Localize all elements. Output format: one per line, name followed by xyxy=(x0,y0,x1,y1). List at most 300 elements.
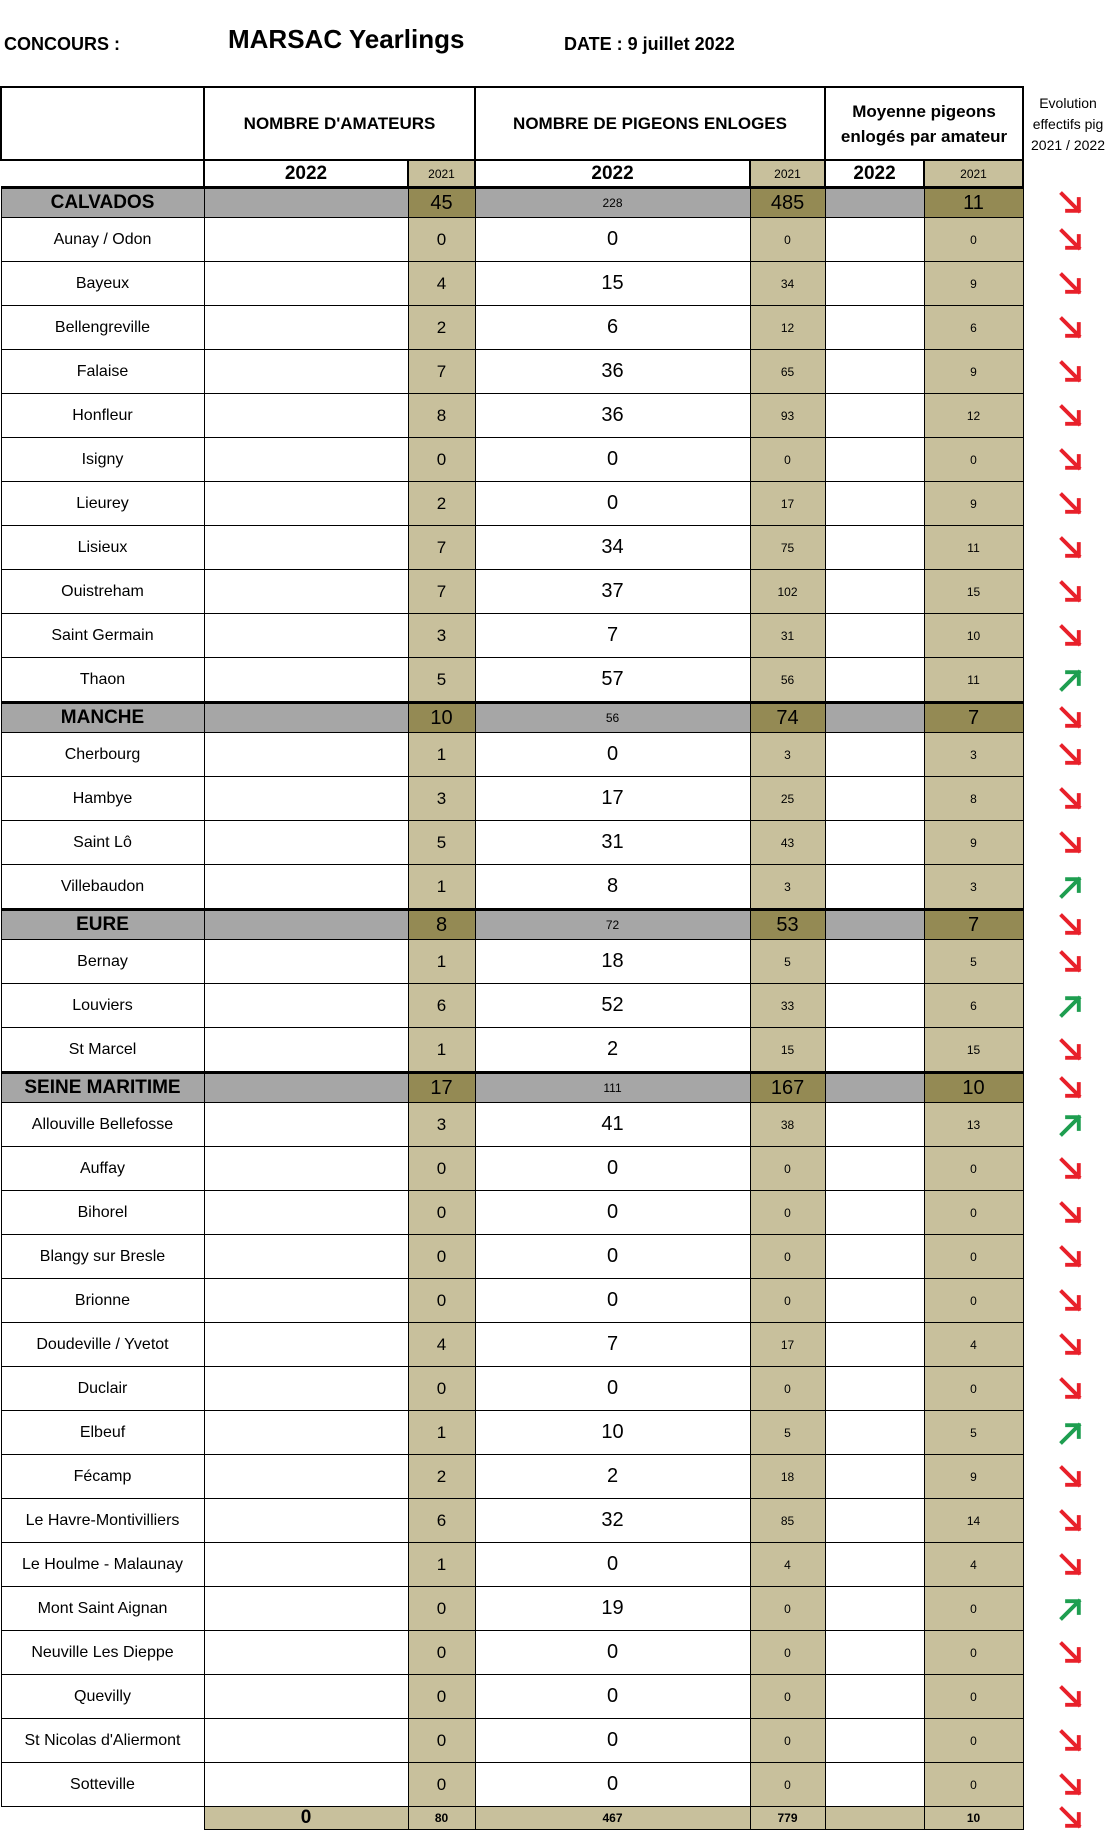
club-name: Saint Germain xyxy=(1,614,204,658)
club-amateurs-2021: 0 xyxy=(408,1675,475,1719)
club-pigeons-2022: 57 xyxy=(475,658,750,703)
trend-down-arrow-icon xyxy=(1058,1805,1084,1831)
table-row xyxy=(1,526,1023,570)
region-row xyxy=(1,1073,1023,1103)
trend-down-arrow-icon xyxy=(1058,1200,1084,1226)
club-average-2021: 6 xyxy=(924,306,1023,350)
club-average-2021: 11 xyxy=(924,658,1023,703)
region-average-2021: 10 xyxy=(924,1073,1023,1103)
average-header-line: Moyenne pigeons xyxy=(852,101,996,121)
club-amateurs-2021: 6 xyxy=(408,1499,475,1543)
club-average-2021: 0 xyxy=(924,1279,1023,1323)
club-amateurs-2021: 3 xyxy=(408,614,475,658)
club-name: Le Havre-Montivilliers xyxy=(1,1499,204,1543)
club-name: Cherbourg xyxy=(1,733,204,777)
club-average-2021: 9 xyxy=(924,482,1023,526)
club-amateurs-2022 xyxy=(204,1587,408,1631)
club-name: Lieurey xyxy=(1,482,204,526)
year-header-row xyxy=(1,160,1023,188)
total-pigeons-2021: 779 xyxy=(750,1807,825,1830)
club-pigeons-2021: 0 xyxy=(750,1587,825,1631)
table-row xyxy=(1,614,1023,658)
club-amateurs-2022 xyxy=(204,1543,408,1587)
club-amateurs-2022 xyxy=(204,570,408,614)
club-average-2022 xyxy=(825,526,924,570)
club-average-2021: 0 xyxy=(924,1675,1023,1719)
trend-down-arrow-icon xyxy=(1058,190,1084,216)
club-pigeons-2022: 18 xyxy=(475,940,750,984)
results-table xyxy=(0,86,1024,1830)
club-name: Quevilly xyxy=(1,1675,204,1719)
club-pigeons-2022: 2 xyxy=(475,1455,750,1499)
club-average-2021: 0 xyxy=(924,1631,1023,1675)
table-row xyxy=(1,1455,1023,1499)
club-amateurs-2021: 2 xyxy=(408,1455,475,1499)
region-average-2022 xyxy=(825,703,924,733)
club-pigeons-2021: 5 xyxy=(750,1411,825,1455)
region-amateurs-2021: 8 xyxy=(408,910,475,940)
trend-up-arrow-icon xyxy=(1058,1112,1084,1138)
table-row xyxy=(1,1279,1023,1323)
club-amateurs-2021: 8 xyxy=(408,394,475,438)
club-amateurs-2022 xyxy=(204,821,408,865)
table-row xyxy=(1,394,1023,438)
club-average-2022 xyxy=(825,940,924,984)
region-average-2021: 7 xyxy=(924,910,1023,940)
club-average-2022 xyxy=(825,1719,924,1763)
club-average-2021: 15 xyxy=(924,570,1023,614)
club-average-2021: 0 xyxy=(924,1147,1023,1191)
table-row xyxy=(1,940,1023,984)
club-average-2022 xyxy=(825,658,924,703)
table-row xyxy=(1,1499,1023,1543)
club-amateurs-2022 xyxy=(204,1763,408,1807)
blank-header-cell xyxy=(1,87,204,160)
table-row xyxy=(1,1411,1023,1455)
trend-down-arrow-icon xyxy=(1058,315,1084,341)
club-pigeons-2021: 56 xyxy=(750,658,825,703)
amateurs-header: NOMBRE D'AMATEURS xyxy=(204,87,475,160)
club-amateurs-2021: 1 xyxy=(408,1028,475,1073)
region-amateurs-2021: 45 xyxy=(408,188,475,218)
club-amateurs-2022 xyxy=(204,777,408,821)
table-row xyxy=(1,1631,1023,1675)
trend-down-arrow-icon xyxy=(1058,1376,1084,1402)
total-amateurs-2022: 0 xyxy=(204,1807,408,1830)
trend-down-arrow-icon xyxy=(1058,1075,1084,1101)
club-name: Allouville Bellefosse xyxy=(1,1103,204,1147)
club-name: Duclair xyxy=(1,1367,204,1411)
club-pigeons-2021: 0 xyxy=(750,1719,825,1763)
region-pigeons-2022: 228 xyxy=(475,188,750,218)
club-average-2022 xyxy=(825,1103,924,1147)
club-amateurs-2022 xyxy=(204,614,408,658)
club-pigeons-2022: 31 xyxy=(475,821,750,865)
club-average-2021: 0 xyxy=(924,1191,1023,1235)
pigeons-header: NOMBRE DE PIGEONS ENLOGES xyxy=(475,87,825,160)
club-amateurs-2021: 1 xyxy=(408,1543,475,1587)
club-name: Hambye xyxy=(1,777,204,821)
club-average-2022 xyxy=(825,350,924,394)
club-average-2021: 0 xyxy=(924,1367,1023,1411)
club-pigeons-2021: 33 xyxy=(750,984,825,1028)
club-amateurs-2021: 0 xyxy=(408,1587,475,1631)
region-pigeons-2021: 53 xyxy=(750,910,825,940)
club-amateurs-2021: 0 xyxy=(408,1279,475,1323)
club-amateurs-2021: 6 xyxy=(408,984,475,1028)
trend-down-arrow-icon xyxy=(1058,1772,1084,1798)
club-average-2022 xyxy=(825,1191,924,1235)
club-pigeons-2021: 0 xyxy=(750,1675,825,1719)
club-amateurs-2022 xyxy=(204,1103,408,1147)
year-2021-pigeons: 2021 xyxy=(750,160,825,188)
club-name: Doudeville / Yvetot xyxy=(1,1323,204,1367)
club-average-2021: 10 xyxy=(924,614,1023,658)
trend-up-arrow-icon xyxy=(1058,993,1084,1019)
table-row xyxy=(1,306,1023,350)
club-pigeons-2022: 7 xyxy=(475,1323,750,1367)
club-average-2022 xyxy=(825,1763,924,1807)
trend-down-arrow-icon xyxy=(1058,1037,1084,1063)
trend-down-arrow-icon xyxy=(1058,1156,1084,1182)
club-name: Saint Lô xyxy=(1,821,204,865)
table-row xyxy=(1,865,1023,910)
region-row xyxy=(1,703,1023,733)
club-name: Mont Saint Aignan xyxy=(1,1587,204,1631)
club-average-2022 xyxy=(825,865,924,910)
region-pigeons-2021: 167 xyxy=(750,1073,825,1103)
trend-down-arrow-icon xyxy=(1058,447,1084,473)
year-2022-pigeons: 2022 xyxy=(475,160,750,188)
club-average-2021: 4 xyxy=(924,1323,1023,1367)
club-amateurs-2022 xyxy=(204,482,408,526)
club-name: Falaise xyxy=(1,350,204,394)
club-amateurs-2021: 0 xyxy=(408,1763,475,1807)
club-name: St Marcel xyxy=(1,1028,204,1073)
year-2022-average: 2022 xyxy=(825,160,924,188)
region-pigeons-2021: 74 xyxy=(750,703,825,733)
trend-up-arrow-icon xyxy=(1058,667,1084,693)
club-amateurs-2022 xyxy=(204,1455,408,1499)
club-average-2022 xyxy=(825,1631,924,1675)
club-pigeons-2021: 18 xyxy=(750,1455,825,1499)
club-pigeons-2021: 0 xyxy=(750,1235,825,1279)
club-average-2022 xyxy=(825,218,924,262)
club-average-2022 xyxy=(825,1367,924,1411)
club-average-2022 xyxy=(825,570,924,614)
club-pigeons-2022: 17 xyxy=(475,777,750,821)
club-pigeons-2022: 0 xyxy=(475,1763,750,1807)
club-amateurs-2021: 7 xyxy=(408,526,475,570)
club-amateurs-2021: 4 xyxy=(408,1323,475,1367)
evolution-header-line: Evolution xyxy=(1039,95,1097,111)
club-name: Thaon xyxy=(1,658,204,703)
table-row xyxy=(1,1675,1023,1719)
club-pigeons-2022: 10 xyxy=(475,1411,750,1455)
club-pigeons-2021: 0 xyxy=(750,218,825,262)
trend-down-arrow-icon xyxy=(1058,786,1084,812)
club-average-2021: 3 xyxy=(924,733,1023,777)
club-name: Elbeuf xyxy=(1,1411,204,1455)
club-average-2021: 13 xyxy=(924,1103,1023,1147)
club-average-2022 xyxy=(825,821,924,865)
trend-up-arrow-icon xyxy=(1058,1420,1084,1446)
region-average-2022 xyxy=(825,1073,924,1103)
trend-down-arrow-icon xyxy=(1058,1552,1084,1578)
trend-down-arrow-icon xyxy=(1058,271,1084,297)
club-pigeons-2021: 102 xyxy=(750,570,825,614)
club-amateurs-2021: 0 xyxy=(408,218,475,262)
total-amateurs-2021: 80 xyxy=(408,1807,475,1830)
club-amateurs-2021: 7 xyxy=(408,350,475,394)
club-pigeons-2021: 65 xyxy=(750,350,825,394)
club-amateurs-2022 xyxy=(204,658,408,703)
club-pigeons-2022: 0 xyxy=(475,1191,750,1235)
trend-down-arrow-icon xyxy=(1058,1728,1084,1754)
club-pigeons-2022: 0 xyxy=(475,1279,750,1323)
region-name: CALVADOS xyxy=(1,188,204,218)
club-pigeons-2021: 0 xyxy=(750,1631,825,1675)
region-average-2021: 7 xyxy=(924,703,1023,733)
club-amateurs-2021: 2 xyxy=(408,482,475,526)
column-header-row xyxy=(1,87,1023,160)
club-pigeons-2021: 93 xyxy=(750,394,825,438)
club-pigeons-2021: 0 xyxy=(750,1191,825,1235)
club-average-2021: 0 xyxy=(924,1235,1023,1279)
club-average-2022 xyxy=(825,1455,924,1499)
club-name: Louviers xyxy=(1,984,204,1028)
club-average-2022 xyxy=(825,1147,924,1191)
table-row xyxy=(1,570,1023,614)
club-pigeons-2022: 0 xyxy=(475,1367,750,1411)
club-amateurs-2021: 0 xyxy=(408,1191,475,1235)
trend-down-arrow-icon xyxy=(1058,579,1084,605)
club-amateurs-2022 xyxy=(204,526,408,570)
club-amateurs-2021: 1 xyxy=(408,865,475,910)
club-name: Lisieux xyxy=(1,526,204,570)
club-pigeons-2021: 17 xyxy=(750,482,825,526)
club-amateurs-2022 xyxy=(204,1323,408,1367)
average-header-line: enlogés par amateur xyxy=(840,126,1008,146)
club-name: Fécamp xyxy=(1,1455,204,1499)
club-amateurs-2022 xyxy=(204,1499,408,1543)
club-amateurs-2022 xyxy=(204,733,408,777)
table-row xyxy=(1,1191,1023,1235)
club-amateurs-2022 xyxy=(204,1279,408,1323)
club-pigeons-2022: 36 xyxy=(475,350,750,394)
club-average-2022 xyxy=(825,1235,924,1279)
table-row xyxy=(1,1103,1023,1147)
trend-down-arrow-icon xyxy=(1058,359,1084,385)
trend-down-arrow-icon xyxy=(1058,830,1084,856)
trend-down-arrow-icon xyxy=(1058,1508,1084,1534)
club-pigeons-2022: 0 xyxy=(475,482,750,526)
region-name: SEINE MARITIME xyxy=(1,1073,204,1103)
club-average-2022 xyxy=(825,262,924,306)
club-pigeons-2022: 0 xyxy=(475,218,750,262)
region-amateurs-2022 xyxy=(204,910,408,940)
club-average-2021: 4 xyxy=(924,1543,1023,1587)
club-average-2021: 11 xyxy=(924,526,1023,570)
club-pigeons-2022: 0 xyxy=(475,1719,750,1763)
club-pigeons-2022: 0 xyxy=(475,1543,750,1587)
region-average-2022 xyxy=(825,910,924,940)
club-pigeons-2022: 37 xyxy=(475,570,750,614)
trend-down-arrow-icon xyxy=(1058,1288,1084,1314)
club-amateurs-2021: 2 xyxy=(408,306,475,350)
club-pigeons-2022: 0 xyxy=(475,438,750,482)
trend-up-arrow-icon xyxy=(1058,874,1084,900)
club-average-2022 xyxy=(825,733,924,777)
club-pigeons-2021: 0 xyxy=(750,438,825,482)
club-pigeons-2021: 5 xyxy=(750,940,825,984)
club-pigeons-2021: 25 xyxy=(750,777,825,821)
club-amateurs-2022 xyxy=(204,865,408,910)
club-average-2021: 12 xyxy=(924,394,1023,438)
club-pigeons-2021: 0 xyxy=(750,1367,825,1411)
trend-down-arrow-icon xyxy=(1058,1684,1084,1710)
club-pigeons-2022: 8 xyxy=(475,865,750,910)
trend-down-arrow-icon xyxy=(1058,1332,1084,1358)
club-amateurs-2022 xyxy=(204,306,408,350)
club-average-2022 xyxy=(825,1543,924,1587)
club-name: Auffay xyxy=(1,1147,204,1191)
club-amateurs-2021: 3 xyxy=(408,777,475,821)
trend-down-arrow-icon xyxy=(1058,949,1084,975)
club-amateurs-2022 xyxy=(204,1631,408,1675)
club-average-2021: 15 xyxy=(924,1028,1023,1073)
club-average-2022 xyxy=(825,1411,924,1455)
total-average-2022 xyxy=(825,1807,924,1830)
club-average-2021: 0 xyxy=(924,1719,1023,1763)
contest-name: MARSAC Yearlings xyxy=(228,24,465,54)
club-pigeons-2021: 0 xyxy=(750,1147,825,1191)
club-pigeons-2021: 3 xyxy=(750,865,825,910)
club-amateurs-2021: 0 xyxy=(408,1367,475,1411)
club-amateurs-2021: 0 xyxy=(408,1147,475,1191)
club-pigeons-2022: 2 xyxy=(475,1028,750,1073)
club-average-2022 xyxy=(825,984,924,1028)
club-name: Honfleur xyxy=(1,394,204,438)
club-amateurs-2022 xyxy=(204,438,408,482)
table-row xyxy=(1,658,1023,703)
concours-label: CONCOURS : xyxy=(4,34,120,54)
club-average-2021: 8 xyxy=(924,777,1023,821)
club-pigeons-2022: 32 xyxy=(475,1499,750,1543)
club-pigeons-2022: 52 xyxy=(475,984,750,1028)
region-amateurs-2021: 10 xyxy=(408,703,475,733)
club-pigeons-2021: 31 xyxy=(750,614,825,658)
table-row xyxy=(1,821,1023,865)
table-row xyxy=(1,1543,1023,1587)
club-amateurs-2021: 7 xyxy=(408,570,475,614)
club-average-2022 xyxy=(825,1587,924,1631)
club-average-2021: 14 xyxy=(924,1499,1023,1543)
club-name: Brionne xyxy=(1,1279,204,1323)
evolution-header xyxy=(1026,93,1110,156)
club-amateurs-2022 xyxy=(204,218,408,262)
table-row xyxy=(1,1587,1023,1631)
table-row xyxy=(1,1028,1023,1073)
trend-down-arrow-icon xyxy=(1058,535,1084,561)
club-pigeons-2022: 41 xyxy=(475,1103,750,1147)
club-pigeons-2022: 36 xyxy=(475,394,750,438)
club-name: Bernay xyxy=(1,940,204,984)
club-pigeons-2021: 4 xyxy=(750,1543,825,1587)
club-name: Aunay / Odon xyxy=(1,218,204,262)
region-name: MANCHE xyxy=(1,703,204,733)
club-amateurs-2022 xyxy=(204,262,408,306)
club-pigeons-2021: 75 xyxy=(750,526,825,570)
club-name: Blangy sur Bresle xyxy=(1,1235,204,1279)
club-average-2022 xyxy=(825,394,924,438)
totals-row xyxy=(1,1807,1023,1830)
trend-down-arrow-icon xyxy=(1058,491,1084,517)
totals-blank xyxy=(1,1807,204,1830)
club-pigeons-2022: 0 xyxy=(475,1631,750,1675)
trend-down-arrow-icon xyxy=(1058,403,1084,429)
club-average-2021: 5 xyxy=(924,1411,1023,1455)
total-pigeons-2022: 467 xyxy=(475,1807,750,1830)
year-2021-average: 2021 xyxy=(924,160,1023,188)
club-amateurs-2022 xyxy=(204,1235,408,1279)
trend-down-arrow-icon xyxy=(1058,912,1084,938)
club-amateurs-2021: 1 xyxy=(408,940,475,984)
region-pigeons-2021: 485 xyxy=(750,188,825,218)
club-name: Sotteville xyxy=(1,1763,204,1807)
club-pigeons-2022: 7 xyxy=(475,614,750,658)
club-amateurs-2022 xyxy=(204,940,408,984)
club-amateurs-2021: 0 xyxy=(408,1631,475,1675)
club-pigeons-2022: 34 xyxy=(475,526,750,570)
table-row xyxy=(1,1147,1023,1191)
club-average-2021: 0 xyxy=(924,1587,1023,1631)
club-amateurs-2022 xyxy=(204,1191,408,1235)
club-average-2021: 5 xyxy=(924,940,1023,984)
region-pigeons-2022: 72 xyxy=(475,910,750,940)
year-2022-amateurs: 2022 xyxy=(204,160,408,188)
trend-down-arrow-icon xyxy=(1058,1464,1084,1490)
year-2021-amateurs: 2021 xyxy=(408,160,475,188)
club-amateurs-2021: 5 xyxy=(408,821,475,865)
club-name: Isigny xyxy=(1,438,204,482)
table-row xyxy=(1,350,1023,394)
club-average-2022 xyxy=(825,438,924,482)
region-row xyxy=(1,910,1023,940)
club-amateurs-2022 xyxy=(204,1675,408,1719)
table-row xyxy=(1,1367,1023,1411)
region-amateurs-2021: 17 xyxy=(408,1073,475,1103)
club-average-2022 xyxy=(825,614,924,658)
club-average-2022 xyxy=(825,482,924,526)
club-amateurs-2021: 5 xyxy=(408,658,475,703)
club-amateurs-2021: 3 xyxy=(408,1103,475,1147)
evolution-header-line: effectifs pig xyxy=(1032,116,1104,132)
club-pigeons-2022: 0 xyxy=(475,733,750,777)
region-pigeons-2022: 111 xyxy=(475,1073,750,1103)
club-average-2022 xyxy=(825,1279,924,1323)
average-header xyxy=(825,87,1023,160)
evolution-header-line: 2021 / 2022 xyxy=(1031,137,1105,153)
club-pigeons-2021: 34 xyxy=(750,262,825,306)
club-average-2022 xyxy=(825,1323,924,1367)
club-pigeons-2021: 15 xyxy=(750,1028,825,1073)
table-row xyxy=(1,1235,1023,1279)
blank-year-cell xyxy=(1,160,204,188)
club-name: St Nicolas d'Aliermont xyxy=(1,1719,204,1763)
region-amateurs-2022 xyxy=(204,703,408,733)
club-amateurs-2021: 0 xyxy=(408,438,475,482)
